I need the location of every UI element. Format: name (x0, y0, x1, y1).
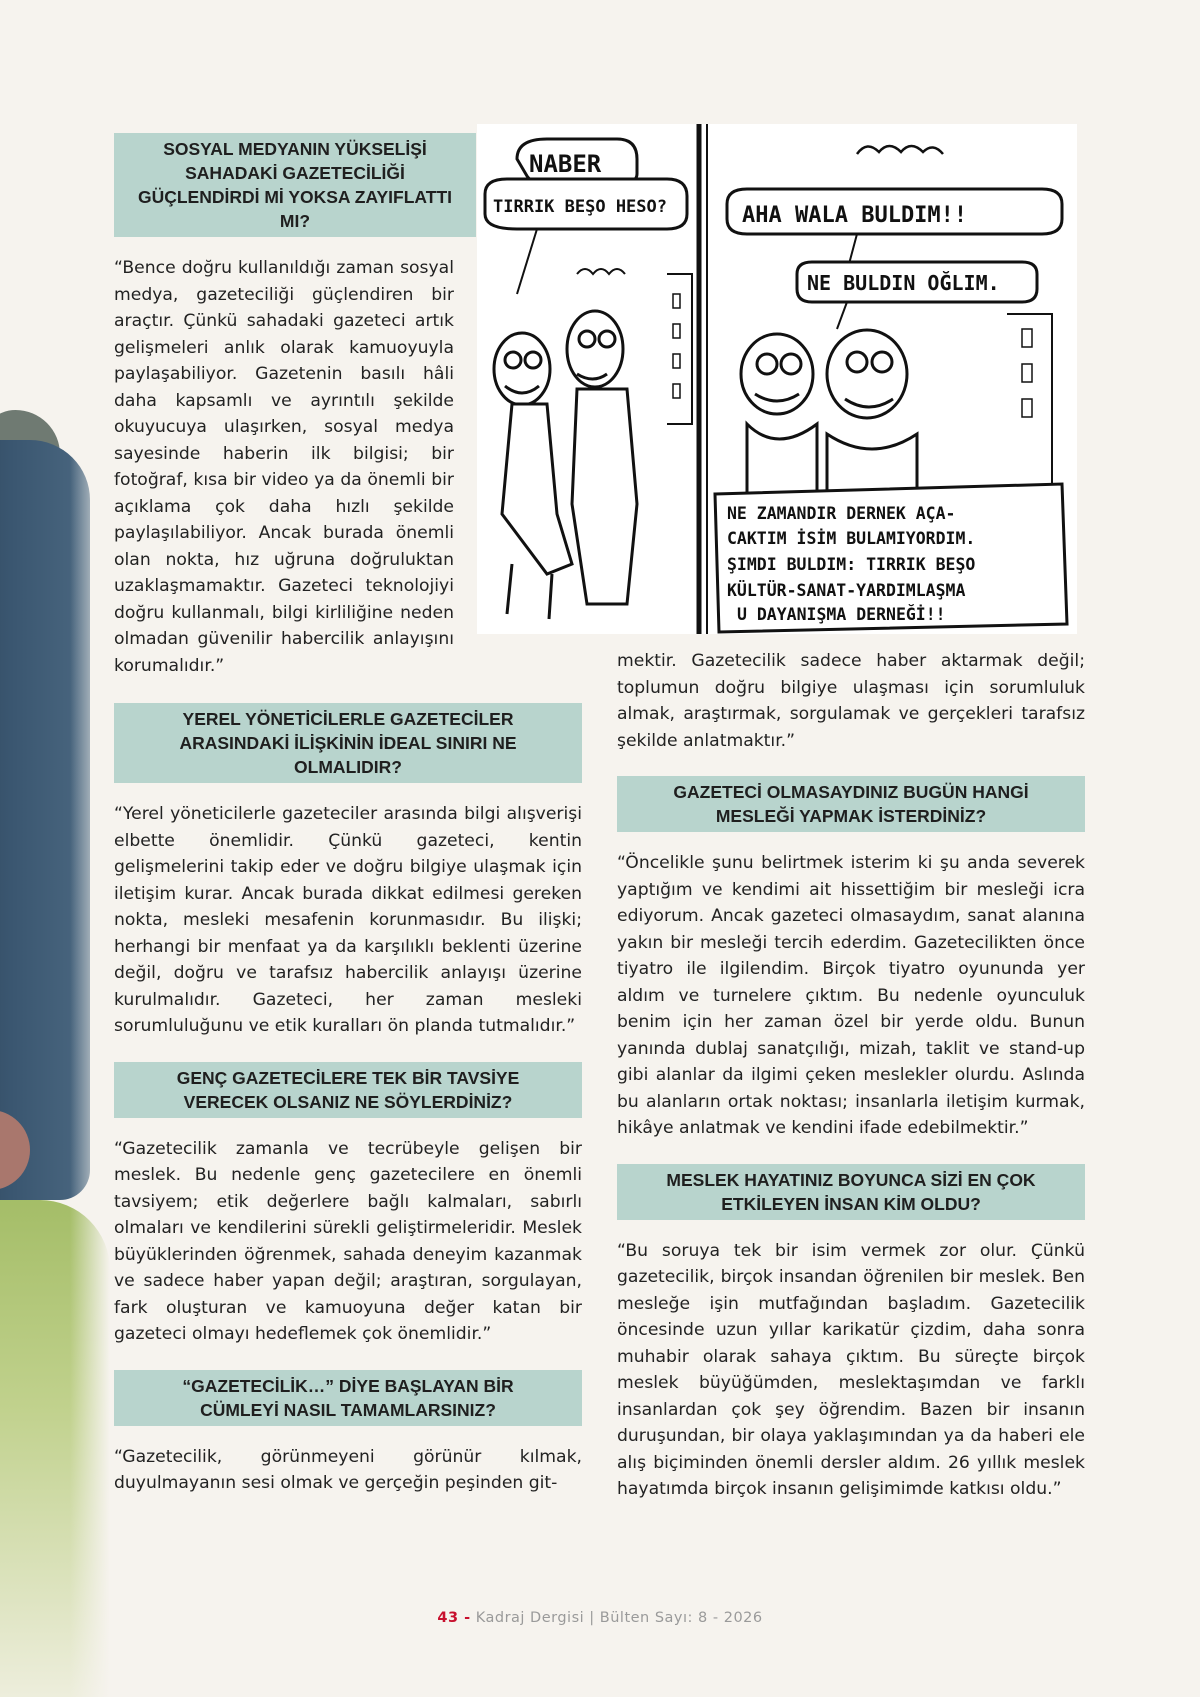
page-number: 43 - (437, 1610, 471, 1626)
character-right-1 (741, 334, 817, 494)
bubble-tail-aha (849, 234, 857, 264)
right-column (617, 648, 1085, 1503)
cloud-left (577, 269, 625, 274)
question-heading-3: GENÇ GAZETECİLERE TEK BİR TAVSİYE VERECEK OLSANIZ NE SÖYLERDİNİZ? (114, 1062, 582, 1118)
question-heading-2: YEREL YÖNETİCİLERLE GAZETECİLER ARASINDAKİ İLİŞKİNİN İDEAL SINIRI NE OLMALIDIR? (114, 703, 582, 783)
footer-text: Kadraj Dergisi | Bülten Sayı: 8 - 2026 (475, 1610, 763, 1626)
question-heading-5: GAZETECİ OLMASAYDINIZ BUGÜN HANGİ MESLEĞİ YAPMAK İSTERDİNİZ? (617, 776, 1085, 832)
answer-5: “Öncelikle şunu belirtmek isterim ki şu anda severek yaptığım ve kendimi ait hissettiğim bir mesleği icra ediyorum. Ancak gazeteci olmasaydım, sanat alanına yakın bir mesleği tercih ederdim. Gazetecilikten önce tiyatro ile ilgilendim. Birçok tiyatro oyununda yer aldım ve turnelere çıktım. Bu nedenle oyunculuk benim için her zaman özel bir yerde oldu. Bunun yanında dublaj sanatçılığı, mizah, taklit ve stand-up gibi alanlar da ilgimi çeken meslekler olurdu. Aslında bu alanların ortak noktası; insanlarla iletişim kurmak, hikâye anlatmak ve kendini ifade edebilmektir.” (617, 853, 1085, 1138)
answer-4-continued: mektir. Gazetecilik sadece haber aktarmak değil; toplumun doğru bilgiye ulaşması için sorumluluk almak, araştırmak, sorgulamak ve gerçekleri tarafsız şekilde anlatmaktır.” (617, 651, 1085, 751)
answer-4-start: “Gazetecilik, görünmeyeni görünür kılmak, duyulmayanın sesi olmak ve gerçeğin peşinden git- (114, 1446, 582, 1493)
question-heading-6: MESLEK HAYATINIZ BOYUNCA SİZİ EN ÇOK ETKİLEYEN İNSAN KİM OLDU? (617, 1164, 1085, 1220)
question-heading-4: “GAZETECİLİK…” DİYE BAŞLAYAN BİR CÜMLEYİ NASIL TAMAMLARSINIZ? (114, 1370, 582, 1426)
bubble-text-aha: AHA WALA BULDIM!! (742, 203, 968, 228)
caption-line-1: NE ZAMANDIR DERNEK AÇA- (727, 504, 956, 523)
bubble-tail-left (517, 229, 537, 294)
answer-2: “Yerel yöneticilerle gazeteciler arasında bilgi alışverişi elbette önemlidir. Çünkü gazeteci, kentin gelişmelerini takip eder ve doğru bilgiye ulaşmak için iletişim kurar. Ancak burada dikkat edilmesi gereken nokta, mesleki mesafenin korunmasıdır. Bu ilişki; herhangi bir menfaat ya da karşılıklı beklenti üzerine değil, doğru ve tarafsız habercilik anlayışı üzerine kurulmalıdır. Gazeteci, her zaman mesleki sorumluluğunu ve etik kuralları ön planda tutmalıdır.” (114, 804, 582, 1036)
bubble-text-ne-buldin: NE BULDIN OĞLIM. (807, 271, 1000, 295)
character-right-2 (827, 330, 917, 494)
bubble-text-naber: NABER (529, 150, 602, 178)
background-photo (0, 0, 110, 1697)
caption-line-4: KÜLTÜR-SANAT-YARDIMLAŞMA (727, 581, 966, 600)
photo-fade (70, 0, 110, 1697)
answer-6: “Bu soruya tek bir isim vermek zor olur. Çünkü gazetecilik, birçok insandan öğrenilen bir meslek. Ben mesleğe işin mutfağından başladım. Gazetecilik öncesinde uzun yıllar karikatür çizdim, daha sonra muhabir olarak sahaya çıktım. Bu süreçte birçok meslek büyüğümden, meslektaşımdan ve farklı insanlardan çok şey öğrendim. Bazen bir insanın duruşundan, bir olaya yaklaşımından ya da haberi ele alış biçiminden önemli dersler aldım. 26 yıllık meslek hayatımda birçok insanın gelişimimde katkısı oldu.” (617, 1240, 1085, 1499)
answer-3: “Gazetecilik zamanla ve tecrübeyle gelişen bir meslek. Bu nedenle genç gazetecilere en önemli tavsiyem; etik değerlere bağlı kalmaları, sabırlı olmaları ve kendilerini sürekli geliştirmeleridir. Meslek büyüklerinden öğrenmek, sahada deneyim kazanmak ve sadece haber yapan değil; araştıran, sorgulayan, fark oluşturan ve kamuoyuna değer katan bir gazeteci olmayı hedeflemek çok önemlidir.” (114, 1138, 582, 1344)
bubble-tail-ne-buldin (837, 302, 847, 329)
caption-line-2: CAKTIM İSİM BULAMIYORDIM. (727, 529, 976, 548)
character-left-2 (567, 311, 637, 604)
answer-1: “Bence doğru kullanıldığı zaman sosyal medya, gazeteciliği güçlendiren bir araçtır. Çünkü sahadaki gazeteci artık gelişmeleri anlık olarak kamuoyuyla paylaşabiliyor. Gazetenin basılı hâli daha kapsamlı ve ayrıntılı şekilde okuyucuya ulaşırken, sosyal medya sayesinde haberin ilk bilgisi; bir fotoğraf, kısa bir video ya da önemli bir açıklama çok daha hızlı şekilde paylaşılabiliyor. Ancak burada önemli olan nokta, hız uğruna doğruluktan uzaklaşmamaktır. Gazeteci teknolojiyi doğru kullanmalı, bilgi kirliliğine neden olmadan güvenilir habercilik anlayışını korumalıdır.” (114, 258, 454, 676)
caption-line-3: ŞIMDI BULDIM: TIRRIK BEŞO (727, 555, 976, 574)
caption-line-5: U DAYANIŞMA DERNEĞİ!! (737, 605, 946, 624)
character-left-1 (494, 333, 572, 619)
cloud-right (857, 146, 943, 154)
building-right (1007, 314, 1052, 494)
bubble-text-tirrik: TIRRIK BEŞO HESO? (493, 197, 667, 217)
page-footer (0, 1610, 1200, 1626)
cartoon-illustration (477, 124, 1077, 634)
question-heading-1: SOSYAL MEDYANIN YÜKSELİŞİ SAHADAKİ GAZETECİLİĞİ GÜÇLENDİRDİ Mİ YOKSA ZAYIFLATTI MI? (114, 133, 476, 237)
